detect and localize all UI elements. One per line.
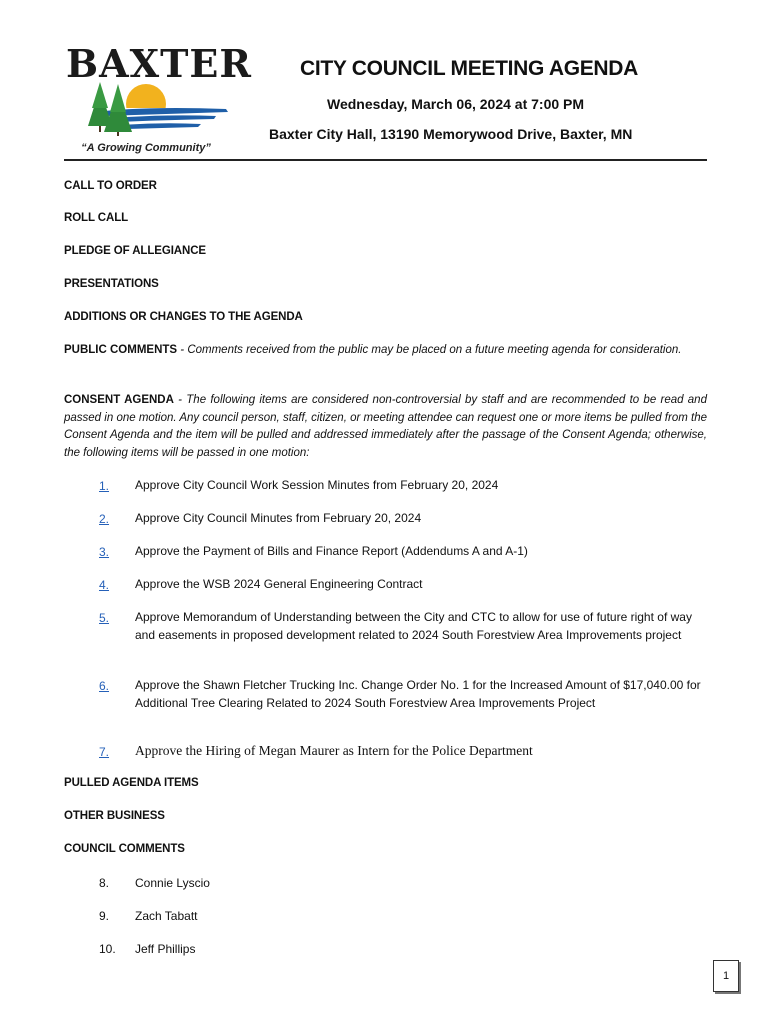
agenda-item-link[interactable]: 5. xyxy=(99,611,110,625)
section-other-business: OTHER BUSINESS xyxy=(64,810,165,822)
council-member-name: Connie Lyscio xyxy=(135,876,210,890)
council-member-name: Zach Tabatt xyxy=(135,909,198,923)
city-logo xyxy=(66,41,252,160)
agenda-item-link[interactable]: 1. xyxy=(99,479,110,493)
council-member-number: 10. xyxy=(99,942,116,956)
section-presentations: PRESENTATIONS xyxy=(64,278,159,290)
section-roll-call: ROLL CALL xyxy=(64,212,129,224)
public-comments xyxy=(64,342,707,360)
section-pulled-items: PULLED AGENDA ITEMS xyxy=(64,777,199,789)
section-pledge: PLEDGE OF ALLEGIANCE xyxy=(64,245,206,257)
agenda-item-text: Approve the Shawn Fletcher Trucking Inc. Change Order No. 1 for the Increased Amount of $17,040.00 for Additional Tree Clearing Related to 2024 South Forestview Area Improvements Project xyxy=(135,678,701,710)
agenda-item-text: Approve the WSB 2024 General Engineering Contract xyxy=(135,577,423,591)
page-title: CITY COUNCIL MEETING AGENDA xyxy=(300,57,639,80)
meeting-location: Baxter City Hall, 13190 Memorywood Drive, Baxter, MN xyxy=(269,126,633,142)
consent-agenda xyxy=(64,392,707,462)
agenda-item-text: Approve Memorandum of Understanding between the City and CTC to allow for use of future right of way and easements in proposed development related to 2024 South Forestview Area Improvements project xyxy=(135,610,692,642)
council-member-number: 8. xyxy=(99,876,110,890)
page-number: 1 xyxy=(713,960,739,992)
agenda-item-link[interactable]: 3. xyxy=(99,545,110,559)
section-call-to-order: CALL TO ORDER xyxy=(64,180,157,192)
consent-agenda-label: CONSENT AGENDA xyxy=(64,394,174,406)
council-member-number: 9. xyxy=(99,909,110,923)
public-comments-label: PUBLIC COMMENTS xyxy=(64,344,178,356)
logo-tagline: “A Growing Community” xyxy=(81,142,211,154)
agenda-item-link[interactable]: 6. xyxy=(99,679,110,693)
agenda-item-link[interactable]: 7. xyxy=(99,745,110,759)
agenda-item-link[interactable]: 4. xyxy=(99,578,110,592)
agenda-item-text: Approve the Payment of Bills and Finance Report (Addendums A and A-1) xyxy=(135,544,528,558)
meeting-date-time: Wednesday, March 06, 2024 at 7:00 PM xyxy=(327,96,585,112)
section-additions: ADDITIONS OR CHANGES TO THE AGENDA xyxy=(64,311,303,323)
agenda-item-text: Approve the Hiring of Megan Maurer as Intern for the Police Department xyxy=(135,743,533,758)
header-divider xyxy=(64,159,707,161)
public-comments-text: - Comments received from the public may be placed on a future meeting agenda for consideration. xyxy=(177,344,682,356)
council-member-name: Jeff Phillips xyxy=(135,942,196,956)
agenda-item-link[interactable]: 2. xyxy=(99,512,110,526)
section-council-comments: COUNCIL COMMENTS xyxy=(64,843,185,855)
agenda-item-text: Approve City Council Minutes from February 20, 2024 xyxy=(135,511,422,525)
consent-agenda-text: - The following items are considered non-controversial by staff and are recommended to be read and passed in one motion. Any council person, staff, citizen, or meeting attendee can request one or more items be pulled from the Consent Agenda and the item will be pulled and addressed immediately after the passage of the Consent Agenda; otherwise, the following items will be passed in one motion: xyxy=(64,394,707,459)
agenda-item-text: Approve City Council Work Session Minutes from February 20, 2024 xyxy=(135,478,499,492)
logo-wordmark: BAXTER xyxy=(66,41,252,86)
